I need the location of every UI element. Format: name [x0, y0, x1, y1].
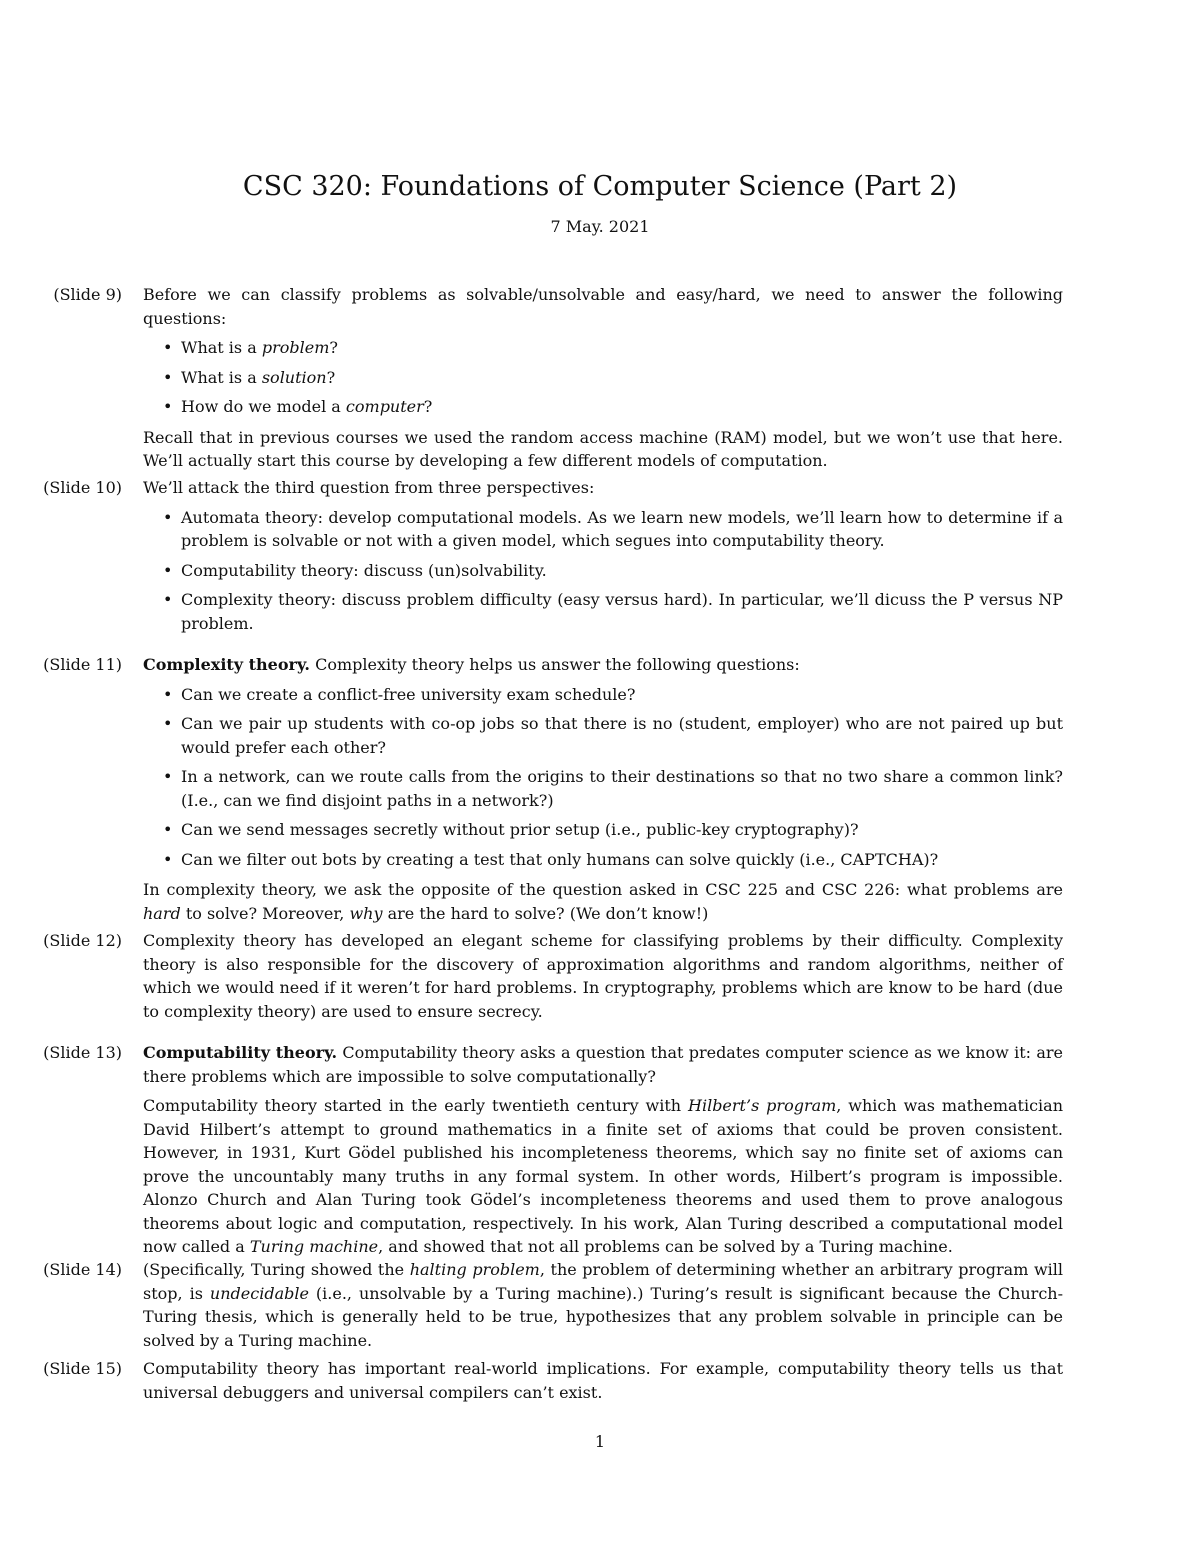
slide-15-section [0, 1357, 1200, 1404]
section-heading: Complexity theory. [143, 655, 310, 674]
slide-10-label: (Slide 10) [43, 478, 122, 497]
list-item: • Computability theory: discuss (un)solvability. [181, 559, 1063, 583]
slide-11-section [0, 653, 1200, 925]
slide-10-content [143, 476, 1063, 635]
slide-14-label: (Slide 14) [43, 1260, 122, 1279]
slide-13-body: Computability theory started in the early twentieth century with Hilbert’s program, which was mathematician David Hilbert’s attempt to ground mathematics in a finite set of axioms that could be proven consistent. However, in 1931, Kurt Gödel published his incompleteness theorems, which say no finite set of axioms can prove the uncountably many truths in any formal system. In other words, Hilbert’s program is impossible. Alonzo Church and Alan Turing took Gödel’s incompleteness theorems and used them to prove analogous theorems about logic and computation, respectively. In his work, Alan Turing described a computational model now called a Turing machine, and showed that not all problems can be solved by a Turing machine. [143, 1096, 1063, 1256]
slide-11-outro: In complexity theory, we ask the opposite of the question asked in CSC 225 and CSC 226: what problems are hard to solve? Moreover, why are the hard to solve? (We don’t know!) [143, 880, 1063, 923]
slide-9-content [143, 283, 1063, 473]
slide-14-section [0, 1258, 1200, 1352]
list-item: • Automata theory: develop computational models. As we learn new models, we’ll learn how to determine if a problem is solvable or not with a given model, which segues into computability theory. [181, 506, 1063, 553]
slide-12-label: (Slide 12) [43, 931, 122, 950]
slide-12-content [143, 929, 1063, 1023]
slide-11-intro: Complexity theory. Complexity theory helps us answer the following questions: [143, 655, 800, 674]
list-item: • In a network, can we route calls from the origins to their destinations so that no two share a common link? (I.e., can we find disjoint paths in a network?) [181, 765, 1063, 812]
list-item: • Complexity theory: discuss problem difficulty (easy versus hard). In particular, we’ll dicuss the P versus NP problem. [181, 588, 1063, 635]
list-item: • Can we pair up students with co-op jobs so that there is no (student, employer) who are not paired up but would prefer each other? [181, 712, 1063, 759]
slide-9-outro: Recall that in previous courses we used the random access machine (RAM) model, but we won’t use that here. We’ll actually start this course by developing a few different models of computation. [143, 427, 1063, 470]
slide-9-label: (Slide 9) [53, 285, 122, 304]
list-item: • How do we model a computer? [181, 395, 1063, 419]
document-title: CSC 320: Foundations of Computer Science (Part 2) [242, 171, 958, 202]
slide-13-section [0, 1041, 1200, 1259]
slide-10-section [0, 476, 1200, 642]
slide-14-content [143, 1258, 1063, 1352]
slide-15-label: (Slide 15) [43, 1359, 122, 1378]
slide-10-list [143, 506, 1063, 636]
slide-9-intro: Before we can classify problems as solvable/unsolvable and easy/hard, we need to answer the following questions: [143, 285, 1063, 328]
slide-9-list [143, 336, 1063, 419]
list-item: • Can we send messages secretly without prior setup (i.e., public-key cryptography)? [181, 818, 1063, 842]
section-heading: Computability theory. [143, 1043, 338, 1062]
slide-14-text: (Specifically, Turing showed the halting problem, the problem of determining whether an arbitrary program will stop, is undecidable (i.e., unsolvable by a Turing machine).) Turing’s result is significant because the Church-Turing thesis, which is generally held to be true, hypothesizes that any problem solvable in principle can be solved by a Turing machine. [143, 1260, 1064, 1350]
list-item: • What is a solution? [181, 366, 1063, 390]
slide-13-intro: Computability theory. Computability theory asks a question that predates computer science as we know it: are there problems which are impossible to solve computationally? [143, 1043, 1063, 1086]
slide-11-list [143, 683, 1063, 872]
slide-11-label: (Slide 11) [43, 655, 122, 674]
slide-10-intro: We’ll attack the third question from three perspectives: [143, 478, 595, 497]
slide-12-text: Complexity theory has developed an elegant scheme for classifying problems by their difficulty. Complexity theory is also responsible for the discovery of approximation algorithms and random algorithms, neither of which we would need if it weren’t for hard problems. In cryptography, problems which are know to be hard (due to complexity theory) are used to ensure secrecy. [143, 931, 1063, 1021]
document-date: 7 May. 2021 [550, 217, 650, 236]
slide-13-label: (Slide 13) [43, 1043, 122, 1062]
list-item: • Can we filter out bots by creating a test that only humans can solve quickly (i.e., CAPTCHA)? [181, 848, 1063, 872]
slide-11-content [143, 653, 1063, 925]
slide-15-content [143, 1357, 1063, 1404]
list-item: • Can we create a conflict-free university exam schedule? [181, 683, 1063, 707]
page-number: 1 [594, 1432, 606, 1451]
slide-15-text: Computability theory has important real-world implications. For example, computability theory tells us that universal debuggers and universal compilers can’t exist. [143, 1359, 1063, 1402]
slide-13-content [143, 1041, 1063, 1259]
slide-12-section [0, 929, 1200, 1023]
list-item: • What is a problem? [181, 336, 1063, 360]
slide-9-section [0, 283, 1200, 473]
